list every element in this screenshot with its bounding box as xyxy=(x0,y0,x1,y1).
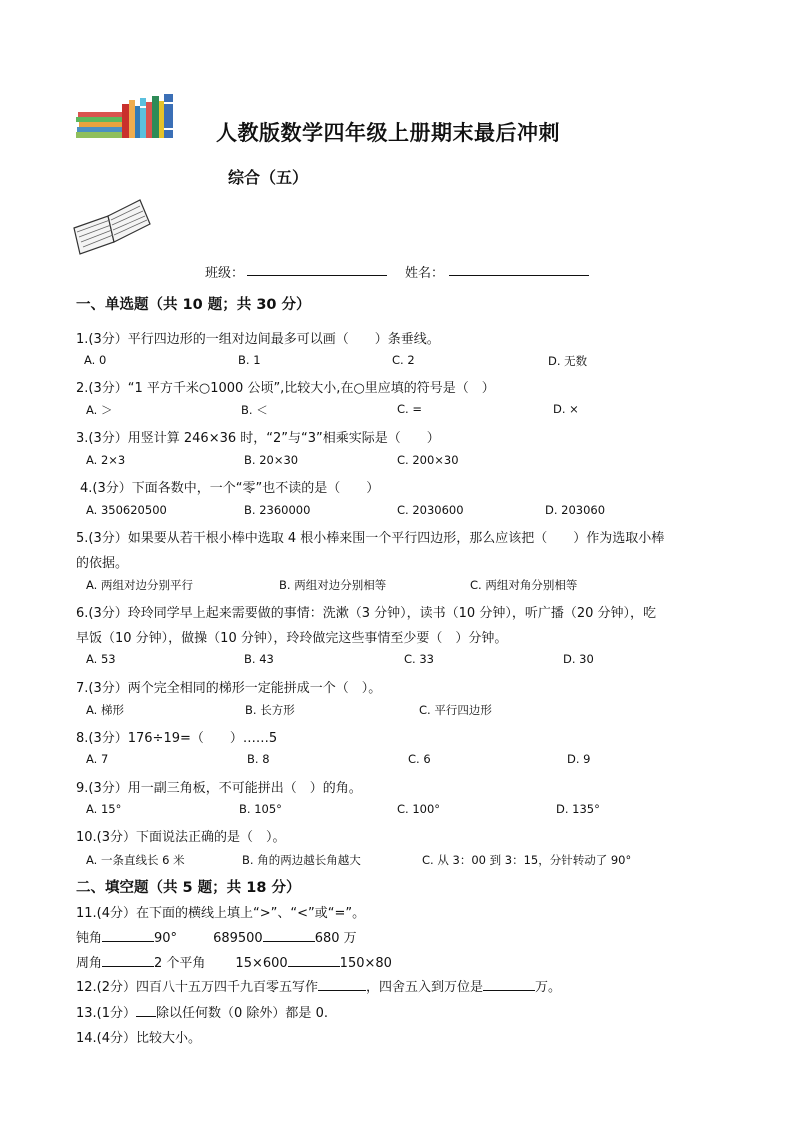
option[interactable]: D. 135° xyxy=(556,802,600,816)
question-stem: 4.(3分）下面各数中，一个“零”也不读的是（ ） xyxy=(80,481,380,496)
question-stem: 5.(3分）如果要从若干根小棒中选取 4 根小棒来围一个平行四边形，那么应该把（ ）作为选取小棒 xyxy=(76,531,665,546)
page-title: 人教版数学四年级上册期末最后冲刺 xyxy=(216,120,560,145)
question-stem: 6.(3分）玲玲同学早上起来需要做的事情：洗漱（3 分钟），读书（10 分钟），听广播（20 分钟），吃 xyxy=(76,606,656,621)
option[interactable]: B. 105° xyxy=(239,802,282,816)
question-13: 13.(1分） 除以任何数（0 除外）都是 0. xyxy=(76,1006,328,1021)
option[interactable]: C. 2030600 xyxy=(397,503,464,517)
option[interactable]: C. 平行四边形 xyxy=(419,703,492,717)
question-stem: 2.(3分）“1 平方千米○1000 公顷”,比较大小,在○里应填的符号是（ ） xyxy=(76,381,495,396)
blank-input[interactable] xyxy=(483,978,535,991)
question-stem: 1.(3分）平行四边形的一组对边间最多可以画（ ）条垂线。 xyxy=(76,332,440,347)
option[interactable]: C. 2 xyxy=(392,353,415,367)
option[interactable]: B. 43 xyxy=(244,652,274,666)
question-stem: 9.(3分）用一副三角板，不可能拼出（ ）的角。 xyxy=(76,781,362,796)
option[interactable]: A. 53 xyxy=(86,652,116,666)
option[interactable]: D. × xyxy=(553,402,579,416)
option[interactable]: A. 梯形 xyxy=(86,703,124,717)
option[interactable]: A. 7 xyxy=(86,752,109,766)
books-illustration xyxy=(76,92,176,142)
question-stem-continued: 早饭（10 分钟），做操（10 分钟），玲玲做完这些事情至少要（ ）分钟。 xyxy=(76,631,508,646)
option[interactable]: B. 2360000 xyxy=(244,503,311,517)
option[interactable]: D. 无数 xyxy=(548,354,588,368)
blank-input[interactable] xyxy=(136,1004,156,1017)
option[interactable]: B. 8 xyxy=(247,752,270,766)
open-book-illustration xyxy=(70,194,154,256)
section-heading-single-choice: 一、单选题（共 10 题；共 30 分） xyxy=(76,297,311,313)
compare-row-1: 钝角 90° 689500 680 万 xyxy=(76,931,357,946)
option[interactable]: C. 从 3：00 到 3：15，分针转动了 90° xyxy=(422,853,632,867)
name-field[interactable] xyxy=(449,262,589,276)
option[interactable]: B. 两组对边分别相等 xyxy=(279,578,387,592)
option[interactable]: C. 200×30 xyxy=(397,453,459,467)
option[interactable]: A. 一条直线长 6 米 xyxy=(86,853,185,867)
question-stem: 10.(3分）下面说法正确的是（ ）。 xyxy=(76,830,286,845)
option[interactable]: B. 1 xyxy=(238,353,261,367)
question-stem: 14.(4分）比较大小。 xyxy=(76,1031,202,1046)
option[interactable]: D. 9 xyxy=(567,752,591,766)
option[interactable]: C. 两组对角分别相等 xyxy=(470,578,578,592)
class-field[interactable] xyxy=(247,262,387,276)
page-subtitle: 综合（五） xyxy=(228,168,309,187)
question-stem: 7.(3分）两个完全相同的梯形一定能拼成一个（ ）。 xyxy=(76,681,382,696)
option[interactable]: C. 100° xyxy=(397,802,441,816)
blank-input[interactable] xyxy=(263,929,315,942)
blank-input[interactable] xyxy=(318,978,366,991)
option[interactable]: A. ＞ xyxy=(86,403,113,417)
compare-row-2: 周角 2 个平角 15×600 150×80 xyxy=(76,956,392,971)
option[interactable]: B. ＜ xyxy=(241,403,268,417)
option[interactable]: D. 30 xyxy=(563,652,594,666)
option[interactable]: B. 20×30 xyxy=(244,453,299,467)
question-stem: 8.(3分）176÷19=（ ）……5 xyxy=(76,731,278,746)
question-stem: 3.(3分）用竖计算 246×36 时，“2”与“3”相乘实际是（ ） xyxy=(76,431,440,446)
option[interactable]: D. 203060 xyxy=(545,503,606,517)
question-stem: 11.(4分）在下面的横线上填上“>”、“<”或“=”。 xyxy=(76,906,366,921)
option[interactable]: A. 0 xyxy=(84,353,107,367)
option[interactable]: A. 350620500 xyxy=(86,503,167,517)
blank-input[interactable] xyxy=(102,929,154,942)
option[interactable]: A. 2×3 xyxy=(86,453,126,467)
option[interactable]: C. = xyxy=(397,402,422,416)
option[interactable]: A. 两组对边分别平行 xyxy=(86,578,193,592)
question-12: 12.(2分）四百八十五万四千九百零五写作 ，四舍五入到万位是 万。 xyxy=(76,980,562,995)
question-stem-continued: 的依据。 xyxy=(76,556,129,571)
option[interactable]: B. 角的两边越长角越大 xyxy=(242,853,361,867)
blank-input[interactable] xyxy=(102,954,154,967)
option[interactable]: C. 6 xyxy=(408,752,431,766)
name-label: 姓名： xyxy=(405,266,445,281)
option[interactable]: B. 长方形 xyxy=(245,703,295,717)
option[interactable]: C. 33 xyxy=(404,652,434,666)
blank-input[interactable] xyxy=(288,954,340,967)
section-heading-fill-blank: 二、填空题（共 5 题；共 18 分） xyxy=(76,880,301,896)
option[interactable]: A. 15° xyxy=(86,802,122,816)
class-label: 班级： xyxy=(205,266,245,281)
